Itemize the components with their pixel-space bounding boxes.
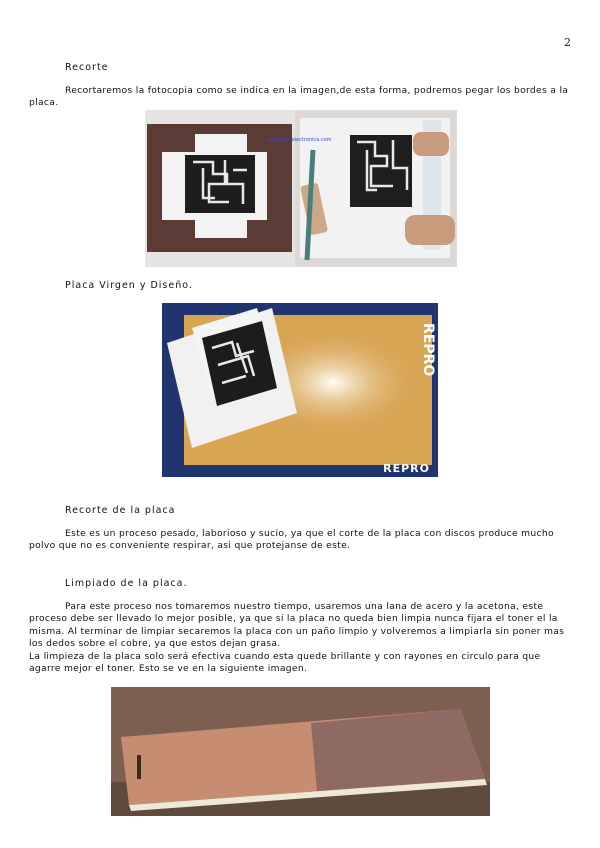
photo-placa-art [162,303,438,477]
paragraph-recorte [29,85,574,110]
page-number: 2 [564,36,571,49]
brand-repro-top: REPRO [420,323,436,377]
heading-limpiado: Limpiado de la placa. [65,578,188,589]
paragraph-limpiado [29,601,574,675]
photo-placa-limpia [111,687,490,816]
heading-recorte-placa: Recorte de la placa [65,505,176,516]
paragraph-limpiado-text-2: La limpieza de la placa solo será efectiva cuando esta quede brillante y con rayones en circulo para que agarre mejor el toner. Esto se ve en la siguiente imagen. [29,650,541,675]
paragraph-recorte-placa-text: Este es un proceso pesado, laborioso y sucio, ya que el corte de la placa con discos produce mucho polvo que no es conveniente respirar, asi que protejanse de este. [29,528,554,552]
paragraph-recorte-text: Recortaremos la fotocopia como se indica en la imagen,de esta forma, podremos pegar los bordes a la placa. [29,85,569,109]
heading-recorte: Recorte [65,62,109,73]
paragraph-recorte-placa [29,528,574,553]
photo-placa-virgen [162,303,438,477]
brand-repro-bottom: REPRO [383,462,430,475]
heading-placa-virgen: Placa Virgen y Diseño. [65,280,193,291]
paragraph-limpiado-text: Para este proceso nos tomaremos nuestro tiempo, usaremos una lana de acero y la acetona, este proceso debe ser llevado lo mejor posible, ya que si la placa no queda bien limpia nunca fijara el toner el la misma. Al terminar de limpiar secaremos la placa con un paño limpio y volveremos a limpiarla sin poner mas los dedos sobre el cobre, ya que estos dejan grasa. [29,601,565,650]
photo-limpieza-art [111,687,490,816]
photo-recorte-fotocopia: www.todoelectronica.com [145,110,457,267]
photo-recorte-art [145,110,457,267]
